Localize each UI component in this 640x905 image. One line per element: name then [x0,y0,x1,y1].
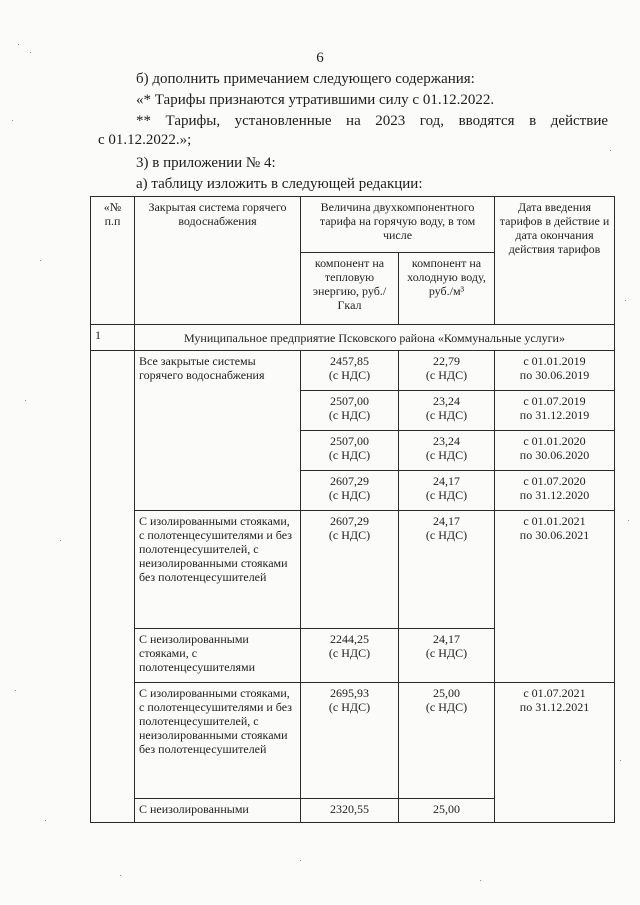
paragraph-item-a: а) таблицу изложить в следующей редакции: [136,176,423,192]
heat-value-cell: 2695,93 (с НДС) [301,683,399,799]
header-heat-component: компонент на тепловую энергию, руб./Гкал [301,253,399,325]
organization-name: Муниципальное предприятие Псковского района «Коммунальные услуги» [135,325,615,351]
heat-value-cell: 2507,00 (с НДС) [301,391,399,431]
date-cell: с 01.01.2021 по 30.06.2021 [495,511,615,683]
cold-value-cell: 24,17 (с НДС) [399,511,495,629]
date-cell: с 01.07.2021 по 31.12.2021 [495,683,615,823]
date-cell: с 01.01.2020 по 30.06.2020 [495,431,615,471]
tariff-table [90,196,615,823]
table-row [91,351,615,391]
group-insulated: С изолированными стояками, с полотенцесушителями и без полотенцесушителей, с неизолированными стояками без полотенцесушителей [135,511,301,629]
cold-value-cell: 24,17 (с НДС) [399,471,495,511]
group-noninsulated: С неизолированными стояками, с полотенцесушителями [135,629,301,683]
table-row [91,683,615,799]
heat-value-cell: 2607,29 (с НДС) [301,471,399,511]
heat-value-cell: 2607,29 (с НДС) [301,511,399,629]
date-cell: с 01.07.2019 по 31.12.2019 [495,391,615,431]
heat-value-cell: 2320,55 [301,799,399,823]
header-dates: Дата введения тарифов в действие и дата окончания действия тарифов [495,197,615,325]
cold-value-cell: 24,17 (с НДС) [399,629,495,683]
group-noninsulated-partial: С неизолированными [135,799,301,823]
heat-value-cell: 2244,25 (с НДС) [301,629,399,683]
row-number: 1 [91,325,135,351]
header-system: Закрытая система горячего водоснабжения [135,197,301,325]
heat-value-cell: 2507,00 (с НДС) [301,431,399,471]
paragraph-note-one: «* Тарифы признаются утратившими силу с 01.12.2022. [136,92,495,108]
heat-value-cell: 2457,85 (с НДС) [301,351,399,391]
group-all-systems: Все закрытые системы горячего водоснабжения [135,351,301,511]
header-cold-component: компонент на холодную воду, руб./м³ [399,253,495,325]
date-cell: с 01.01.2019 по 30.06.2019 [495,351,615,391]
cold-value-cell: 22,79 (с НДС) [399,351,495,391]
cold-value-cell: 25,00 [399,799,495,823]
paragraph-item-three: 3) в приложении № 4: [136,155,276,171]
table-row [91,511,615,629]
date-cell: с 01.07.2020 по 31.12.2020 [495,471,615,511]
paragraph-note-two-end: с 01.12.2022.»; [98,132,192,148]
group-insulated: С изолированными стояками, с полотенцесушителями и без полотенцесушителей, с неизолированными стояками без полотенцесушителей [135,683,301,799]
header-number: «№ п.п [91,197,135,325]
header-tariff-value: Величина двухкомпонентного тарифа на горячую воду, в том числе [301,197,495,253]
cold-value-cell: 23,24 (с НДС) [399,431,495,471]
paragraph-note-two: ** Тарифы, установленные на 2023 год, вводятся в действие [136,113,608,129]
number-cell-empty [91,351,135,823]
paragraph-supplement: б) дополнить примечанием следующего содержания: [136,71,475,87]
cold-value-cell: 25,00 (с НДС) [399,683,495,799]
cold-value-cell: 23,24 (с НДС) [399,391,495,431]
page-number: 6 [316,50,324,66]
